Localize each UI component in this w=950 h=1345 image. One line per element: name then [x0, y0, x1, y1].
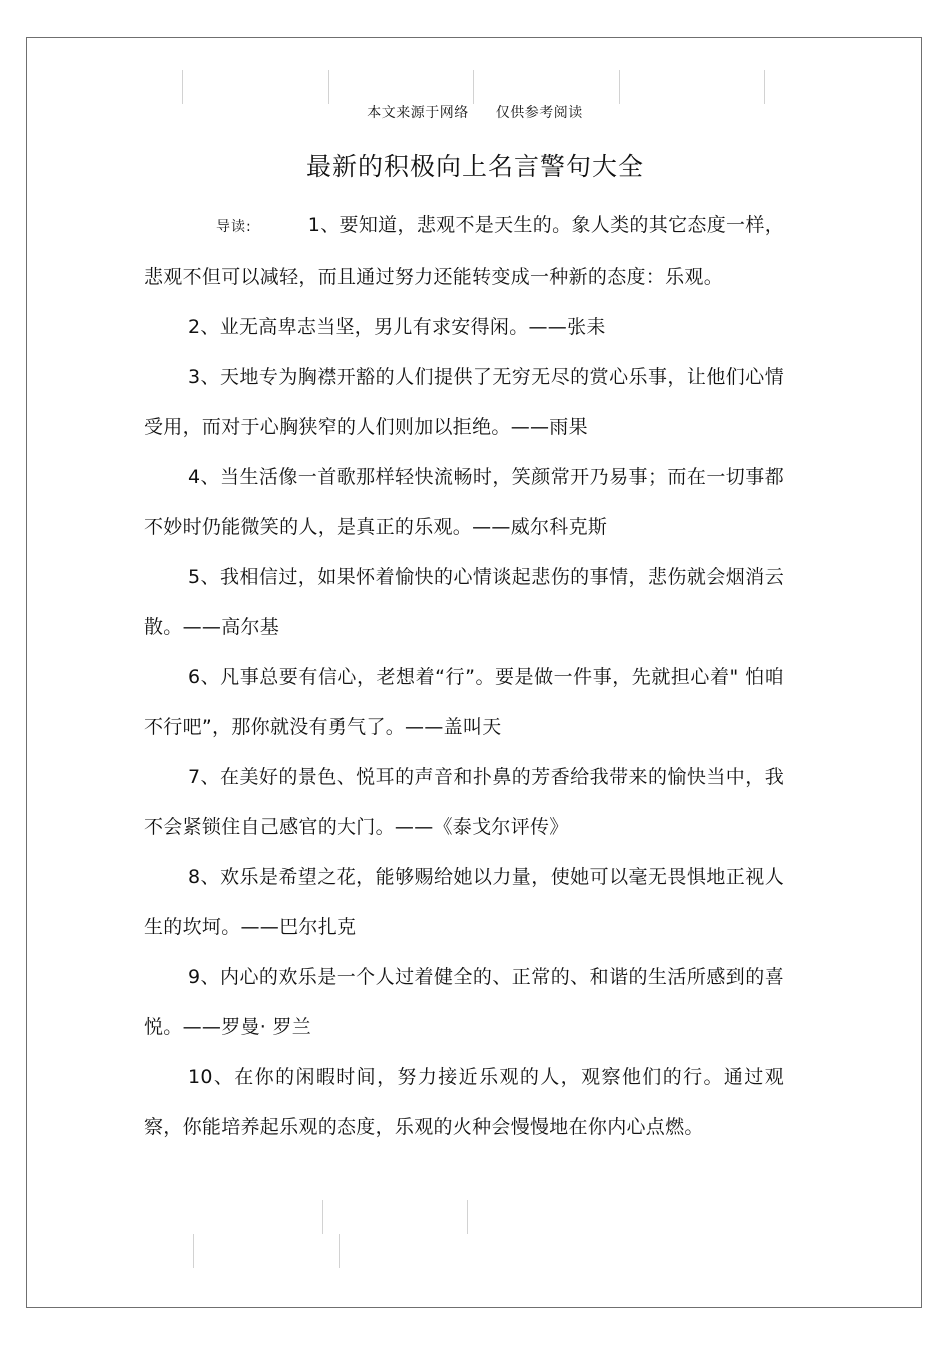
scan-line: [182, 70, 183, 104]
source-note: [0, 104, 950, 122]
quote-paragraph: 3、天地专为胸襟开豁的人们提供了无穷无尽的赏心乐事，让他们心情受用，而对于心胸狭窄的人们则加以拒绝。——雨果: [144, 366, 784, 438]
intro-text: 1、要知道，悲观不是天生的。象人类的其它态度一样，悲观不但可以减轻，而且通过努力还能转变成一种新的态度：乐观。: [144, 214, 785, 288]
source-note-right: 仅供参考阅读: [495, 105, 583, 121]
quote-paragraph: 8、欢乐是希望之花，能够赐给她以力量，使她可以毫无畏惧地正视人生的坎坷。——巴尔扎克: [144, 866, 784, 938]
scan-line: [339, 1234, 340, 1268]
quote-paragraph: 6、凡事总要有信心，老想着“行”。要是做一件事，先就担心着" 怕咱不行吧”，那你就没有勇气了。——盖叫天: [144, 666, 784, 738]
source-note-left: 本文来源于网络: [367, 105, 469, 121]
quote-paragraph: 2、业无高卑志当坚，男儿有求安得闲。——张耒: [188, 316, 606, 338]
scan-line: [193, 1234, 194, 1268]
intro-paragraph: [144, 200, 784, 302]
article-body: [144, 200, 784, 1152]
page-title: 最新的积极向上名言警句大全: [305, 151, 644, 181]
intro-label: 导读:: [216, 219, 252, 235]
quote-paragraph: 7、在美好的景色、悦耳的声音和扑鼻的芳香给我带来的愉快当中，我不会紧锁住自己感官的大门。——《泰戈尔评传》: [144, 766, 784, 838]
scan-line: [619, 70, 620, 104]
scan-line: [467, 1200, 468, 1234]
quote-paragraph: 10、在你的闲暇时间，努力接近乐观的人，观察他们的行。通过观察，你能培养起乐观的态度，乐观的火种会慢慢地在你内心点燃。: [144, 1066, 784, 1138]
scan-line: [322, 1200, 323, 1234]
quote-paragraph: 5、我相信过，如果怀着愉快的心情谈起悲伤的事情，悲伤就会烟消云散。——高尔基: [144, 566, 784, 638]
quote-paragraph: 4、当生活像一首歌那样轻快流畅时，笑颜常开乃易事；而在一切事都不妙时仍能微笑的人，是真正的乐观。——威尔科克斯: [144, 466, 784, 538]
scan-line: [764, 70, 765, 104]
scan-line: [473, 70, 474, 104]
quote-paragraph: 9、内心的欢乐是一个人过着健全的、正常的、和谐的生活所感到的喜悦。——罗曼· 罗兰: [144, 966, 784, 1038]
scan-line: [328, 70, 329, 104]
